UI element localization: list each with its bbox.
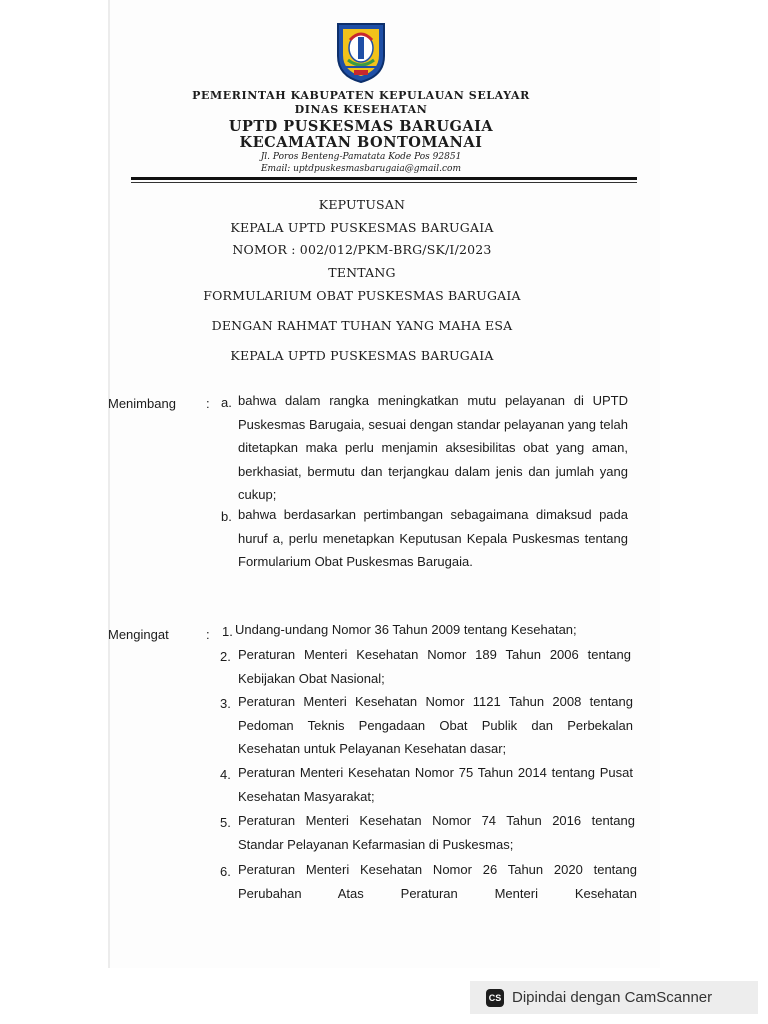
mengingat-marker-3: 3. [220,696,231,711]
decree-title: KEPUTUSAN [318,197,406,212]
menimbang-item-b: bahwa berdasarkan pertimbangan sebagaimana dimaksud pada huruf a, perlu menetapkan Keputusan Kepala Puskesmas tentang Formularium Obat Puskesmas Barugaia. [238,507,628,569]
camscanner-badge [470,981,758,1014]
mengingat-marker-4: 4. [220,767,231,782]
mengingat-marker-5: 5. [220,815,231,830]
letterhead-unit: UPTD PUSKESMAS BARUGAIA [228,118,494,135]
decree-about-label: TENTANG [328,265,396,280]
letterhead-rule-thin [131,182,637,183]
mengingat-item-3: Peraturan Menteri Kesehatan Nomor 1121 Tahun 2008 tentang Pedoman Teknis Pengadaan Obat Publik dan Perbekalan Kesehatan untuk Pelayanan Kesehatan dasar; [238,694,633,756]
mengingat-marker-6: 6. [220,864,231,879]
menimbang-colon: : [206,396,210,411]
letterhead-government: PEMERINTAH KABUPATEN KEPULAUAN SELAYAR [192,89,530,102]
mengingat-item-2: Peraturan Menteri Kesehatan Nomor 189 Tahun 2006 tentang Kebijakan Obat Nasional; [238,647,631,686]
letterhead-email: Email: uptdpuskesmasbarugaia@gmail.com [260,164,462,174]
mengingat-item-1: Undang-undang Nomor 36 Tahun 2009 tentang Kesehatan; [235,622,577,637]
decree-blessing: DENGAN RAHMAT TUHAN YANG MAHA ESA [211,318,513,333]
menimbang-label: Menimbang [108,396,176,411]
mengingat-item-5: Peraturan Menteri Kesehatan Nomor 74 Tahun 2016 tentang Standar Pelayanan Kefarmasian di Puskesmas; [238,813,635,852]
letterhead-district: KECAMATAN BONTOMANAI [239,134,483,151]
page-edge [108,0,110,968]
mengingat-label: Mengingat [108,627,169,642]
letterhead-rule [131,177,637,180]
letterhead-department: DINAS KESEHATAN [294,103,428,116]
decree-issuer: KEPALA UPTD PUSKESMAS BARUGAIA [230,220,494,235]
menimbang-item-a: bahwa dalam rangka meningkatkan mutu pelayanan di UPTD Puskesmas Barugaia, sesuai dengan standar pelayanan yang telah ditetapkan maka perlu menjamin aksesibilitas obat yang aman, berkhasiat, bermutu dan terjangkau dalam jenis dan jumlah yang cukup; [238,393,628,502]
mengingat-marker-2: 2. [220,649,231,664]
decree-subject: FORMULARIUM OBAT PUSKESMAS BARUGAIA [203,288,521,303]
camscanner-icon: CS [486,989,504,1007]
mengingat-item-6: Peraturan Menteri Kesehatan Nomor 26 Tahun 2020 tentang Perubahan Atas Peraturan Menteri Kesehatan [238,862,637,901]
regency-emblem-icon [332,20,390,84]
decree-issuer-repeat: KEPALA UPTD PUSKESMAS BARUGAIA [230,348,494,363]
camscanner-text: Dipindai dengan CamScanner [512,989,713,1006]
mengingat-marker-1: 1. [222,624,233,639]
mengingat-item-4: Peraturan Menteri Kesehatan Nomor 75 Tahun 2014 tentang Pusat Kesehatan Masyarakat; [238,765,633,804]
letterhead-address: Jl. Poros Benteng-Pamatata Kode Pos 92851 [260,152,462,162]
mengingat-colon: : [206,627,210,642]
decree-number: NOMOR : 002/012/PKM-BRG/SK/I/2023 [232,242,492,257]
menimbang-marker-a: a. [221,395,232,410]
menimbang-marker-b: b. [221,509,232,524]
